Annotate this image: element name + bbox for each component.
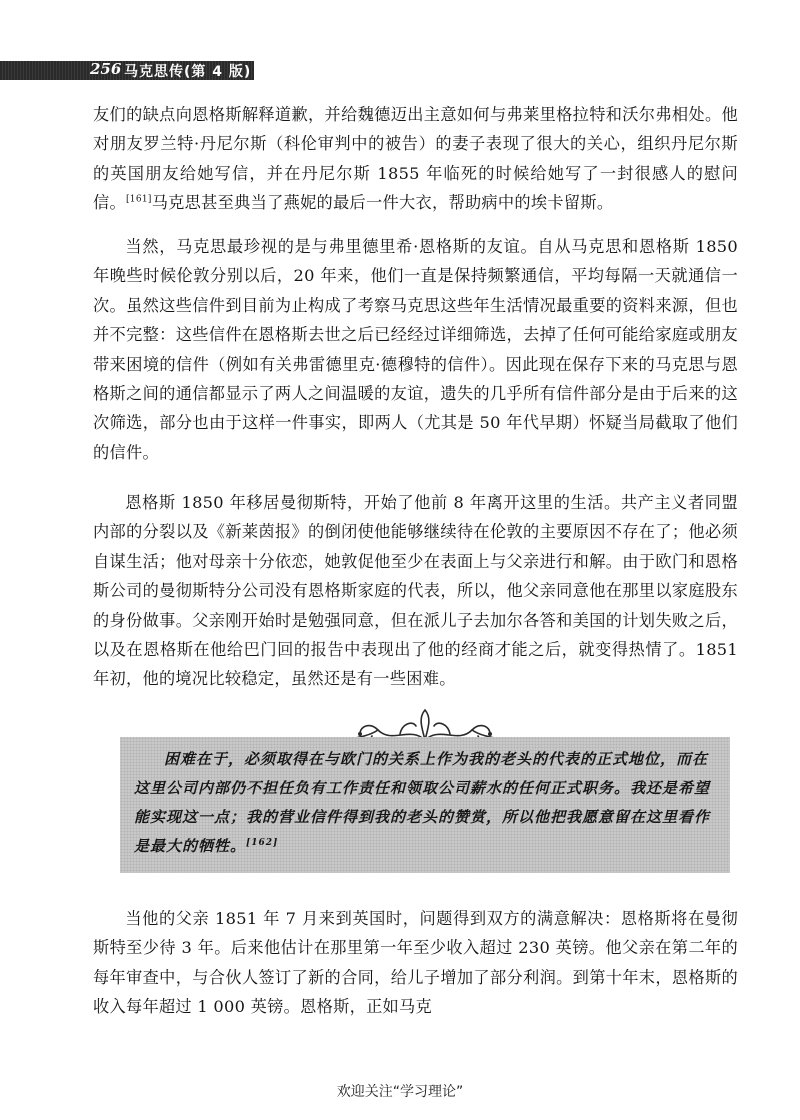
- book-title: 马克思传(第 4 版): [124, 64, 252, 80]
- paragraph-text: 友们的缺点向恩格斯解释道歉，并给魏德迈出主意如何与弗莱里格拉特和沃尔弗相处。他对朋友罗兰特·丹尼尔斯（科伦审判中的被告）的妻子表现了很大的关心，组织丹尼尔斯的英国朋友给她写信，并在丹尼尔斯 1855 年临死的时候给她写了一封很感人的慰问信。: [93, 105, 738, 213]
- footnote-ref: [162]: [246, 838, 279, 848]
- paragraph: 恩格斯 1850 年移居曼彻斯特，开始了他前 8 年离开这里的生活。共产主义者同盟内部的分裂以及《新莱茵报》的倒闭使他能够继续待在伦敦的主要原因不存在了；他必须自谋生活；他对母亲十分依恋，她敦促他至少在表面上与父亲进行和解。由于欧门和恩格斯公司的曼彻斯特分公司没有恩格斯家庭的代表，所以，他父亲同意他在那里以家庭股东的身份做事。父亲刚开始时是勉强同意，但在派儿子去加尔各答和美国的计划失败之后，以及在恩格斯在他给巴门回的报告中表现出了他的经商才能之后，就变得热情了。1851 年初，他的境况比较稳定，虽然还是有一些困难。: [93, 493, 738, 689]
- page-number: 256: [90, 60, 122, 78]
- paragraph-text-continued: 马克思甚至典当了燕妮的最后一件大衣，帮助病中的埃卡留斯。: [151, 193, 614, 213]
- footnote-ref: [161]: [125, 194, 152, 205]
- quote-body: 困难在于，必须取得在与欧门的关系上作为我的老头的代表的正式地位，而在这里公司内部仍不担任负有工作责任和领取公司薪水的任何正式职务。我还是希望能实现这一点；我的营业信件得到我的老头的赞赏，所以他把我愿意留在这里看作是最大的牺牲。: [134, 750, 711, 855]
- paragraph: [93, 100, 738, 218]
- quote-text: [134, 745, 714, 861]
- paragraph: 当然，马克思最珍视的是与弗里德里希·恩格斯的友谊。自从马克思和恩格斯 1850 年晚些时候伦敦分别以后，20 年来，他们一直是保持频繁通信，平均每隔一天就通信一次。虽然这些信件到目前为止构成了考察马克思这些年生活情况最重要的资料来源，但也并不完整：这些信件在恩格斯去世之后已经经过详细筛选，去掉了任何可能给家庭或朋友带来困境的信件（例如有关弗雷德里克·德穆特的信件）。因此现在保存下来的马克思与恩格斯之间的通信都显示了两人之间温暖的友谊，遗失的几乎所有信件部分是由于后来的这次筛选，部分也由于这样一件事实，即两人（尤其是 50 年代早期）怀疑当局截取了他们的信件。: [93, 237, 738, 462]
- paragraph: 当他的父亲 1851 年 7 月来到英国时，问题得到双方的满意解决：恩格斯将在曼彻斯特至少待 3 年。后来他估计在那里第一年至少收入超过 230 英镑。他父亲在第二年的每年审查中，与合伙人签订了新的合同，给儿子增加了部分利润。到第十年末，恩格斯的收入每年超过 1 000 英镑。恩格斯，正如马克: [93, 909, 738, 1017]
- footer-note: 欢迎关注“学习理论”: [336, 1084, 464, 1100]
- quote-box: [120, 737, 730, 873]
